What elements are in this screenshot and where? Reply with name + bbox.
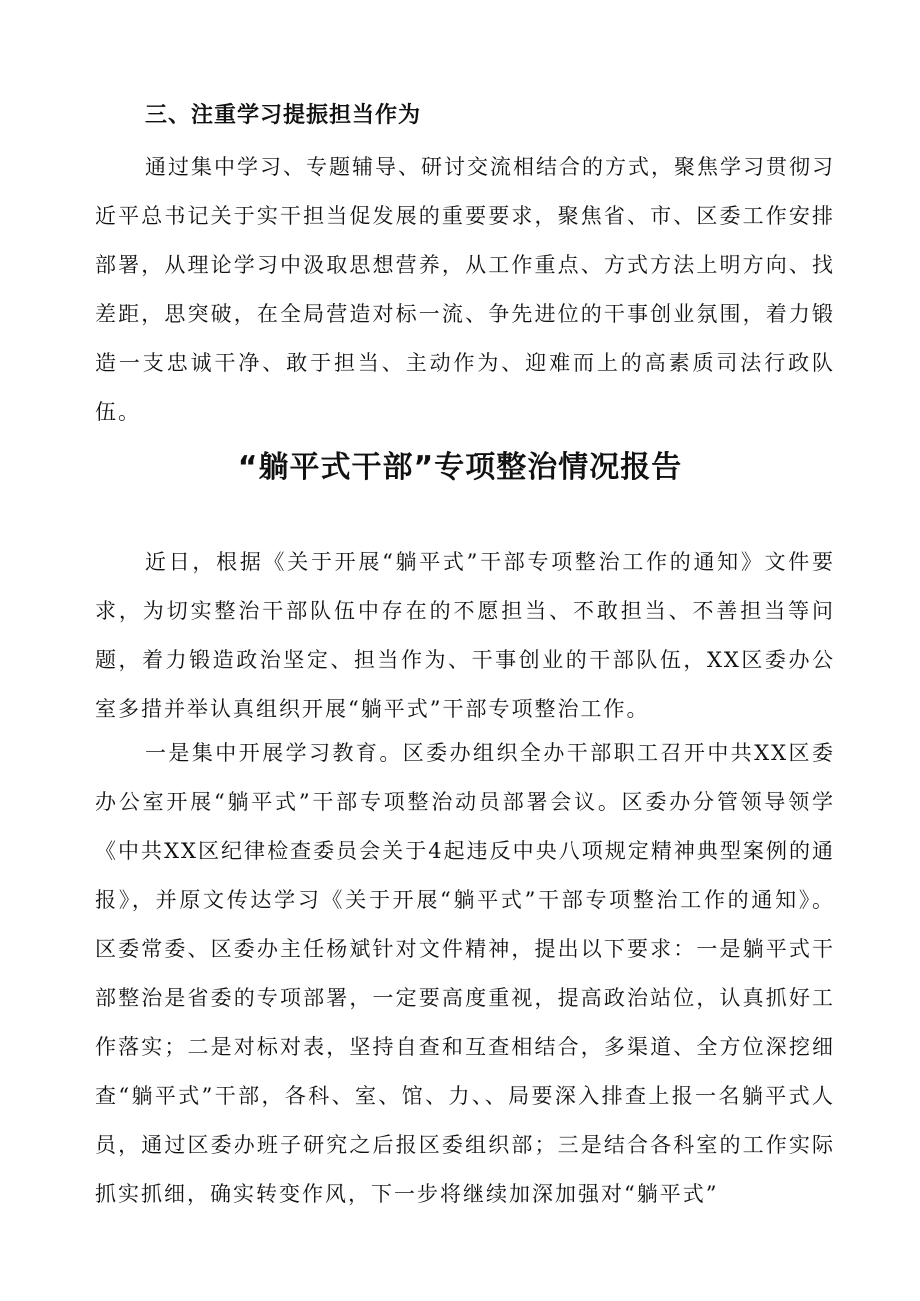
report-paragraph-study: 一是集中开展学习教育。区委办组织全办干部职工召开中共XX区委办公室开展“躺平式”干部专项整治动员部署会议。区委办分管领导领学《中共XX区纪律检查委员会关于4起违反中央八项规定精神典型案例的通报》，并原文传达学习《关于开展“躺平式”干部专项整治工作的通知》。区委常委、区委办主任杨斌针对文件精神，提出以下要求：一是躺平式干部整治是省委的专项部署，一定要高度重视，提高政治站位，认真抓好工作落实；二是对标对表，坚持自查和互查相结合，多渠道、全方位深挖细查“躺平式”干部，各科、室、馆、力、、局要深入排查上报一名躺平式人员，通过区委办班子研究之后报区委组织部；三是结合各科室的工作实际抓实抓细，确实转变作风，下一步将继续加深加强对“躺平式” [95, 741, 835, 1206]
report-title: “躺平式干部”专项整治情况报告 [237, 450, 683, 485]
section-paragraph: 通过集中学习、专题辅导、研讨交流相结合的方式，聚焦学习贯彻习近平总书记关于实干担当促发展的重要要求，聚焦省、市、区委工作安排部署，从理论学习中汲取思想营养，从工作重点、方式方法上明方向、找差距，思突破，在全局营造对标一流、争先进位的干事创业氛围，着力锻造一支忠诚干净、敢于担当、主动作为、迎难而上的高素质司法行政队伍。 [95, 155, 835, 424]
report-paragraph-intro: 近日，根据《关于开展“躺平式”干部专项整治工作的通知》文件要求，为切实整治干部队伍中存在的不愿担当、不敢担当、不善担当等问题，着力锻造政治坚定、担当作为、干事创业的干部队伍，XX区委办公室多措并举认真组织开展“躺平式”干部专项整治工作。 [95, 550, 835, 721]
section-heading: 三、注重学习提振担当作为 [145, 103, 422, 128]
